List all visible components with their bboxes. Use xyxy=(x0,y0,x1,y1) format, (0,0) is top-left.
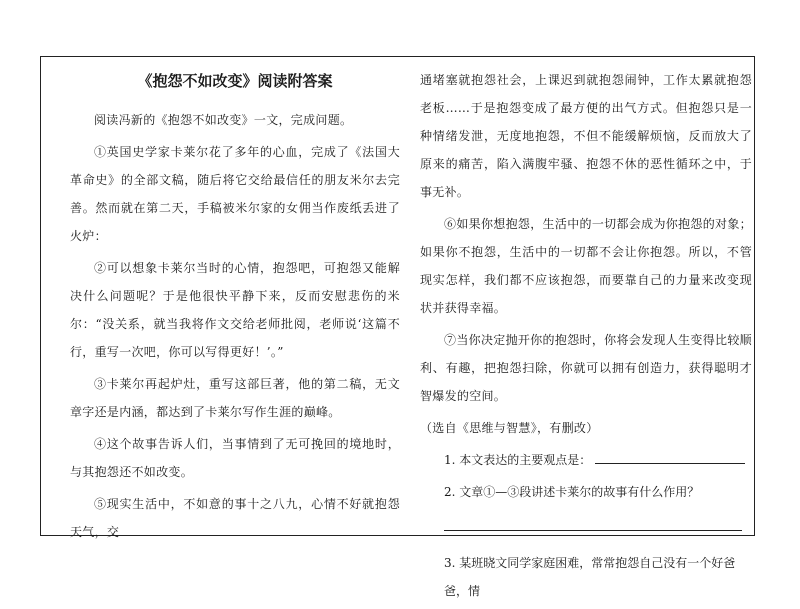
question-1 xyxy=(420,446,752,474)
answer-line-2[interactable] xyxy=(444,510,742,531)
paragraph-6: ⑥如果你想抱怨，生活中的一切都会成为你抱怨的对象；如果你不抱怨，生活中的一切都不会让你抱怨。所以，不管现实怎样，我们都不应该抱怨，而要靠自己的力量来改变现状并获得幸福。 xyxy=(420,217,752,315)
question-2: 2. 文章①—③段讲述卡莱尔的故事有什么作用？ xyxy=(444,485,700,499)
paragraph-7: ⑦当你决定抛开你的抱怨时，你将会发现人生变得比较顺利、有趣，把抱怨扫除，你就可以拥有创造力，获得聪明才智爆发的空间。 xyxy=(420,333,752,403)
paragraph-5-start: ⑤现实生活中，不如意的事十之八九，心情不好就抱怨天气，交 xyxy=(70,497,400,539)
question-3: 3. 某班晓文同学家庭困难，常常抱怨自己没有一个好爸爸，情 xyxy=(444,556,736,598)
source-note: （选自《思维与智慧》，有删改） xyxy=(420,421,599,435)
paragraph-1: ①英国史学家卡莱尔花了多年的心血，完成了《法国大革命史》的全部文稿，随后将它交给最信任的朋友米尔去完善。然而就在第二天，手稿被米尔家的女佣当作废纸丢进了火炉： xyxy=(70,145,400,243)
paragraph-4: ④这个故事告诉人们，当事情到了无可挽回的境地时，与其抱怨还不如改变。 xyxy=(70,437,400,479)
page-title: 《抱怨不如改变》阅读附答案 xyxy=(137,72,333,90)
question-1-text: 1. 本文表达的主要观点是： xyxy=(444,453,592,467)
left-column xyxy=(70,62,400,550)
intro-paragraph: 阅读冯新的《抱怨不如改变》一文，完成问题。 xyxy=(94,113,353,127)
right-column xyxy=(420,66,752,609)
paragraph-5-continued: 通堵塞就抱怨社会，上课迟到就抱怨闹钟，工作太累就抱怨老板……于是抱怨变成了最方便的出气方式。但抱怨只是一种情绪发泄，无度地抱怨，不但不能缓解烦恼，反而放大了原来的痛苦，陷入满腹牢骚、抱怨不休的恶性循环之中，于事无补。 xyxy=(420,73,752,199)
paragraph-3: ③卡莱尔再起炉灶，重写这部巨著，他的第二稿，无文章字还是内涵，都达到了卡莱尔写作生涯的巅峰。 xyxy=(70,377,400,419)
answer-blank-1[interactable] xyxy=(595,451,745,464)
paragraph-2: ②可以想象卡莱尔当时的心情，抱怨吧，可抱怨又能解决什么问题呢？于是他很快平静下来，反而安慰悲伤的米尔：“没关系，就当我将作文交给老师批阅，老师说‘这篇不行，重写一次吧，你可以写得更好！’。” xyxy=(70,261,400,359)
